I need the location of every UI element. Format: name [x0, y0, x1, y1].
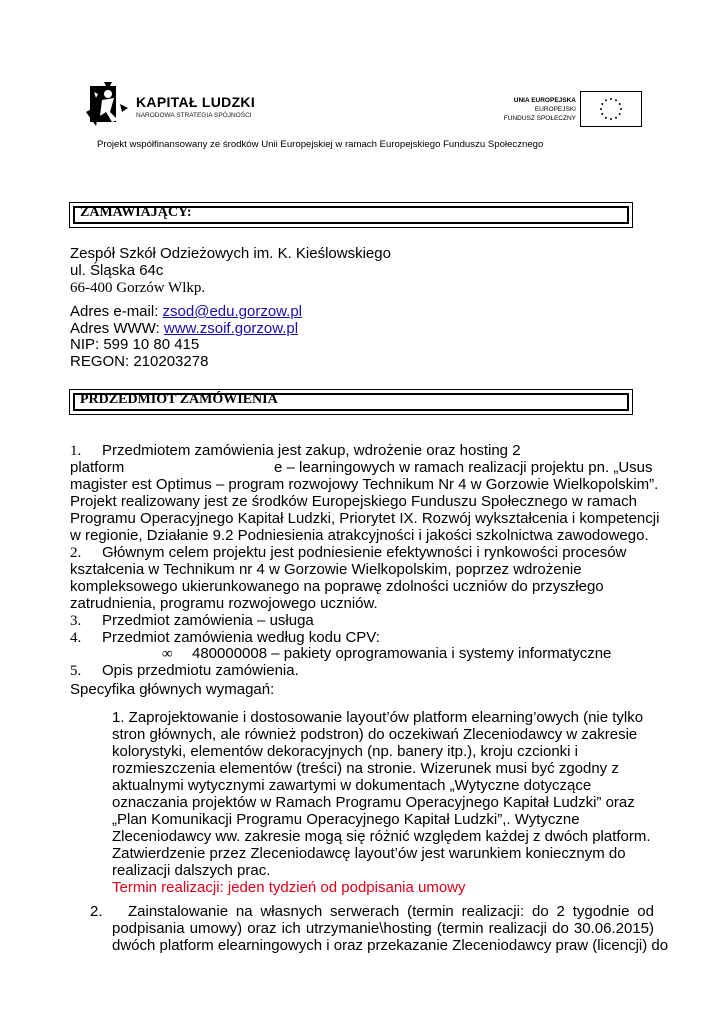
req1-line-6: oznaczania projektów w Ramach Programu Operacyjnego Kapitał Ludzki” oraz: [112, 794, 635, 811]
req1-line-9: Zatwierdzenie przez Zleceniodawcę layout’ów jest warunkiem koniecznym do: [112, 845, 626, 862]
orderer-nip: NIP: 599 10 80 415: [70, 336, 200, 353]
list-item-text: platform: [70, 459, 125, 476]
eu-line-3: FUNDUSZ SPOŁECZNY: [503, 115, 576, 122]
eu-line-2: EUROPEJSKI: [534, 106, 576, 113]
list-item-2-line-1: [70, 544, 626, 562]
spec-heading: Specyfika głównych wymagań:: [70, 681, 275, 698]
list-item-2-line-4: zatrudnienia, programu rozwojowego uczniów.: [70, 595, 378, 612]
orderer-regon: REGON: 210203278: [70, 353, 209, 370]
cpv-row: [162, 645, 611, 663]
list-item-3: [70, 612, 314, 630]
www-label: Adres WWW:: [70, 320, 164, 337]
email-link[interactable]: zsod@edu.gorzow.pl: [162, 303, 303, 320]
section-orderer-box: [69, 202, 633, 228]
section-subject-box: [69, 389, 633, 415]
list-item-text: Przedmiot zamówienia według kodu CPV:: [102, 629, 380, 646]
req1-line-3: kolorystyki, elementów dekoracyjnych (np. banery itp.), kroju czcionki i: [112, 743, 579, 760]
list-item-1-line-4: Projekt realizowany jest ze środków Europejskiego Funduszu Społecznego w ramach: [70, 493, 637, 510]
kapital-ludzki-emblem-icon: [84, 82, 130, 128]
eu-text-block: [490, 96, 576, 123]
req2-number: 2.: [90, 903, 103, 920]
list-number-5: 5.: [70, 663, 82, 679]
req1-deadline: Termin realizacji: jeden tydzień od podpisania umowy: [112, 879, 466, 896]
req2-line-3: dwóch platform elearningowych i oraz przekazanie Zleceniodawcy praw (licencji) do: [112, 937, 669, 954]
eu-flag: [580, 91, 642, 127]
list-item-1-line-6: w regionie, Działanie 9.2 Podniesienia atrakcyjności i jakości szkolnictwa zawodowego.: [70, 527, 649, 544]
req1-line-10: realizacji dalszych prac.: [112, 862, 271, 879]
req1-line-5: aktualnymi wytycznymi zawartymi w dokumentach „Wytyczne dotyczące: [112, 777, 592, 794]
req1-line-4: rozmieszczenia elementów (treści) na stronie. Wizerunek musi być zgodny z: [112, 760, 619, 777]
orderer-www-row: [70, 320, 298, 337]
list-item-5: [70, 662, 299, 680]
req1-line-7: „Plan Komunikacji Programu Operacyjnego Kapitał Ludzki”,. Wytyczne: [112, 811, 580, 828]
email-label: Adres e-mail:: [70, 303, 163, 320]
cofinance-statement: Projekt współfinansowany ze środków Unii Europejskiej w ramach Europejskiego Funduszu Społecznego: [97, 139, 544, 150]
list-item-1-line-3: magister est Optimus – program rozwojowy Technikum Nr 4 w Gorzowie Wielkopolskim”.: [70, 476, 659, 493]
req1-line-8: Zleceniodawcy ww. zakresie mogą się różnić względem każdej z dwóch platform.: [112, 828, 651, 845]
eu-stars-icon: [581, 92, 641, 126]
list-number-4: 4.: [70, 630, 82, 646]
eu-line-1: UNIA EUROPEJSKA: [513, 97, 576, 104]
kapital-ludzki-subtitle: NARODOWA STRATEGIA SPÓJNOŚCI: [136, 112, 252, 119]
list-item-1-line-1: [70, 442, 521, 460]
list-item-text: Przedmiot zamówienia – usługa: [102, 612, 314, 629]
list-number-1: 1.: [70, 443, 82, 459]
list-item-text: Głównym celem projektu jest podniesienie efektywności i rynkowości procesów: [102, 544, 627, 561]
section-subject-title: PRDZEDMIOT ZAMÓWIENIA: [80, 392, 278, 407]
section-orderer-title: ZAMAWIAJĄCY:: [80, 205, 192, 220]
orderer-street: ul. Śląska 64c: [70, 262, 164, 279]
req1-line-1: 1. Zaprojektowanie i dostosowanie layout’ów platform elearning’owych (nie tylko: [112, 709, 644, 726]
req1-line-2: stron głównych, ale również podstron) do oczekiwań Zleceniodawcy w zakresie: [112, 726, 638, 743]
list-item-2-line-2: kształcenia w Technikum nr 4 w Gorzowie Wielkopolskim, poprzez wdrożenie: [70, 561, 582, 578]
list-item-text: Opis przedmiotu zamówienia.: [102, 662, 299, 679]
cpv-code-text: 480000008 – pakiety oprogramowania i systemy informatyczne: [192, 645, 612, 662]
orderer-email-row: [70, 303, 302, 320]
orderer-name: Zespół Szkół Odzieżowych im. K. Kieślowskiego: [70, 245, 391, 262]
www-link[interactable]: www.zsoif.gorzow.pl: [163, 320, 299, 337]
orderer-city: 66-400 Gorzów Wlkp.: [70, 280, 206, 296]
infinity-bullet-icon: ∞: [162, 646, 173, 662]
kapital-ludzki-title: KAPITAŁ LUDZKI: [136, 94, 256, 110]
list-item-2-line-3: kompleksowego ukierunkowanego na poprawę zdolności uczniów do przyszłego: [70, 578, 604, 595]
list-item-text: e – learningowych w ramach realizacji projektu pn. „Usus: [274, 459, 653, 476]
list-item-1-line-5: Programu Operacyjnego Kapitał Ludzki, Priorytet IX. Rozwój wykształcenia i kompetencji: [70, 510, 660, 527]
req2-line-1: Zainstalowanie na własnych serwerach (termin realizacji: do 2 tygodnie od: [128, 903, 654, 920]
list-item-1-line-2: [70, 459, 653, 476]
list-number-3: 3.: [70, 613, 82, 629]
kapital-ludzki-logo: [84, 82, 284, 128]
list-item-text: Przedmiotem zamówienia jest zakup, wdrożenie oraz hosting 2: [102, 442, 521, 459]
list-number-2: 2.: [70, 545, 82, 561]
req2-line-2: podpisania umowy) oraz ich utrzymanie\hosting (termin realizacji do 30.06.2015): [112, 920, 654, 937]
